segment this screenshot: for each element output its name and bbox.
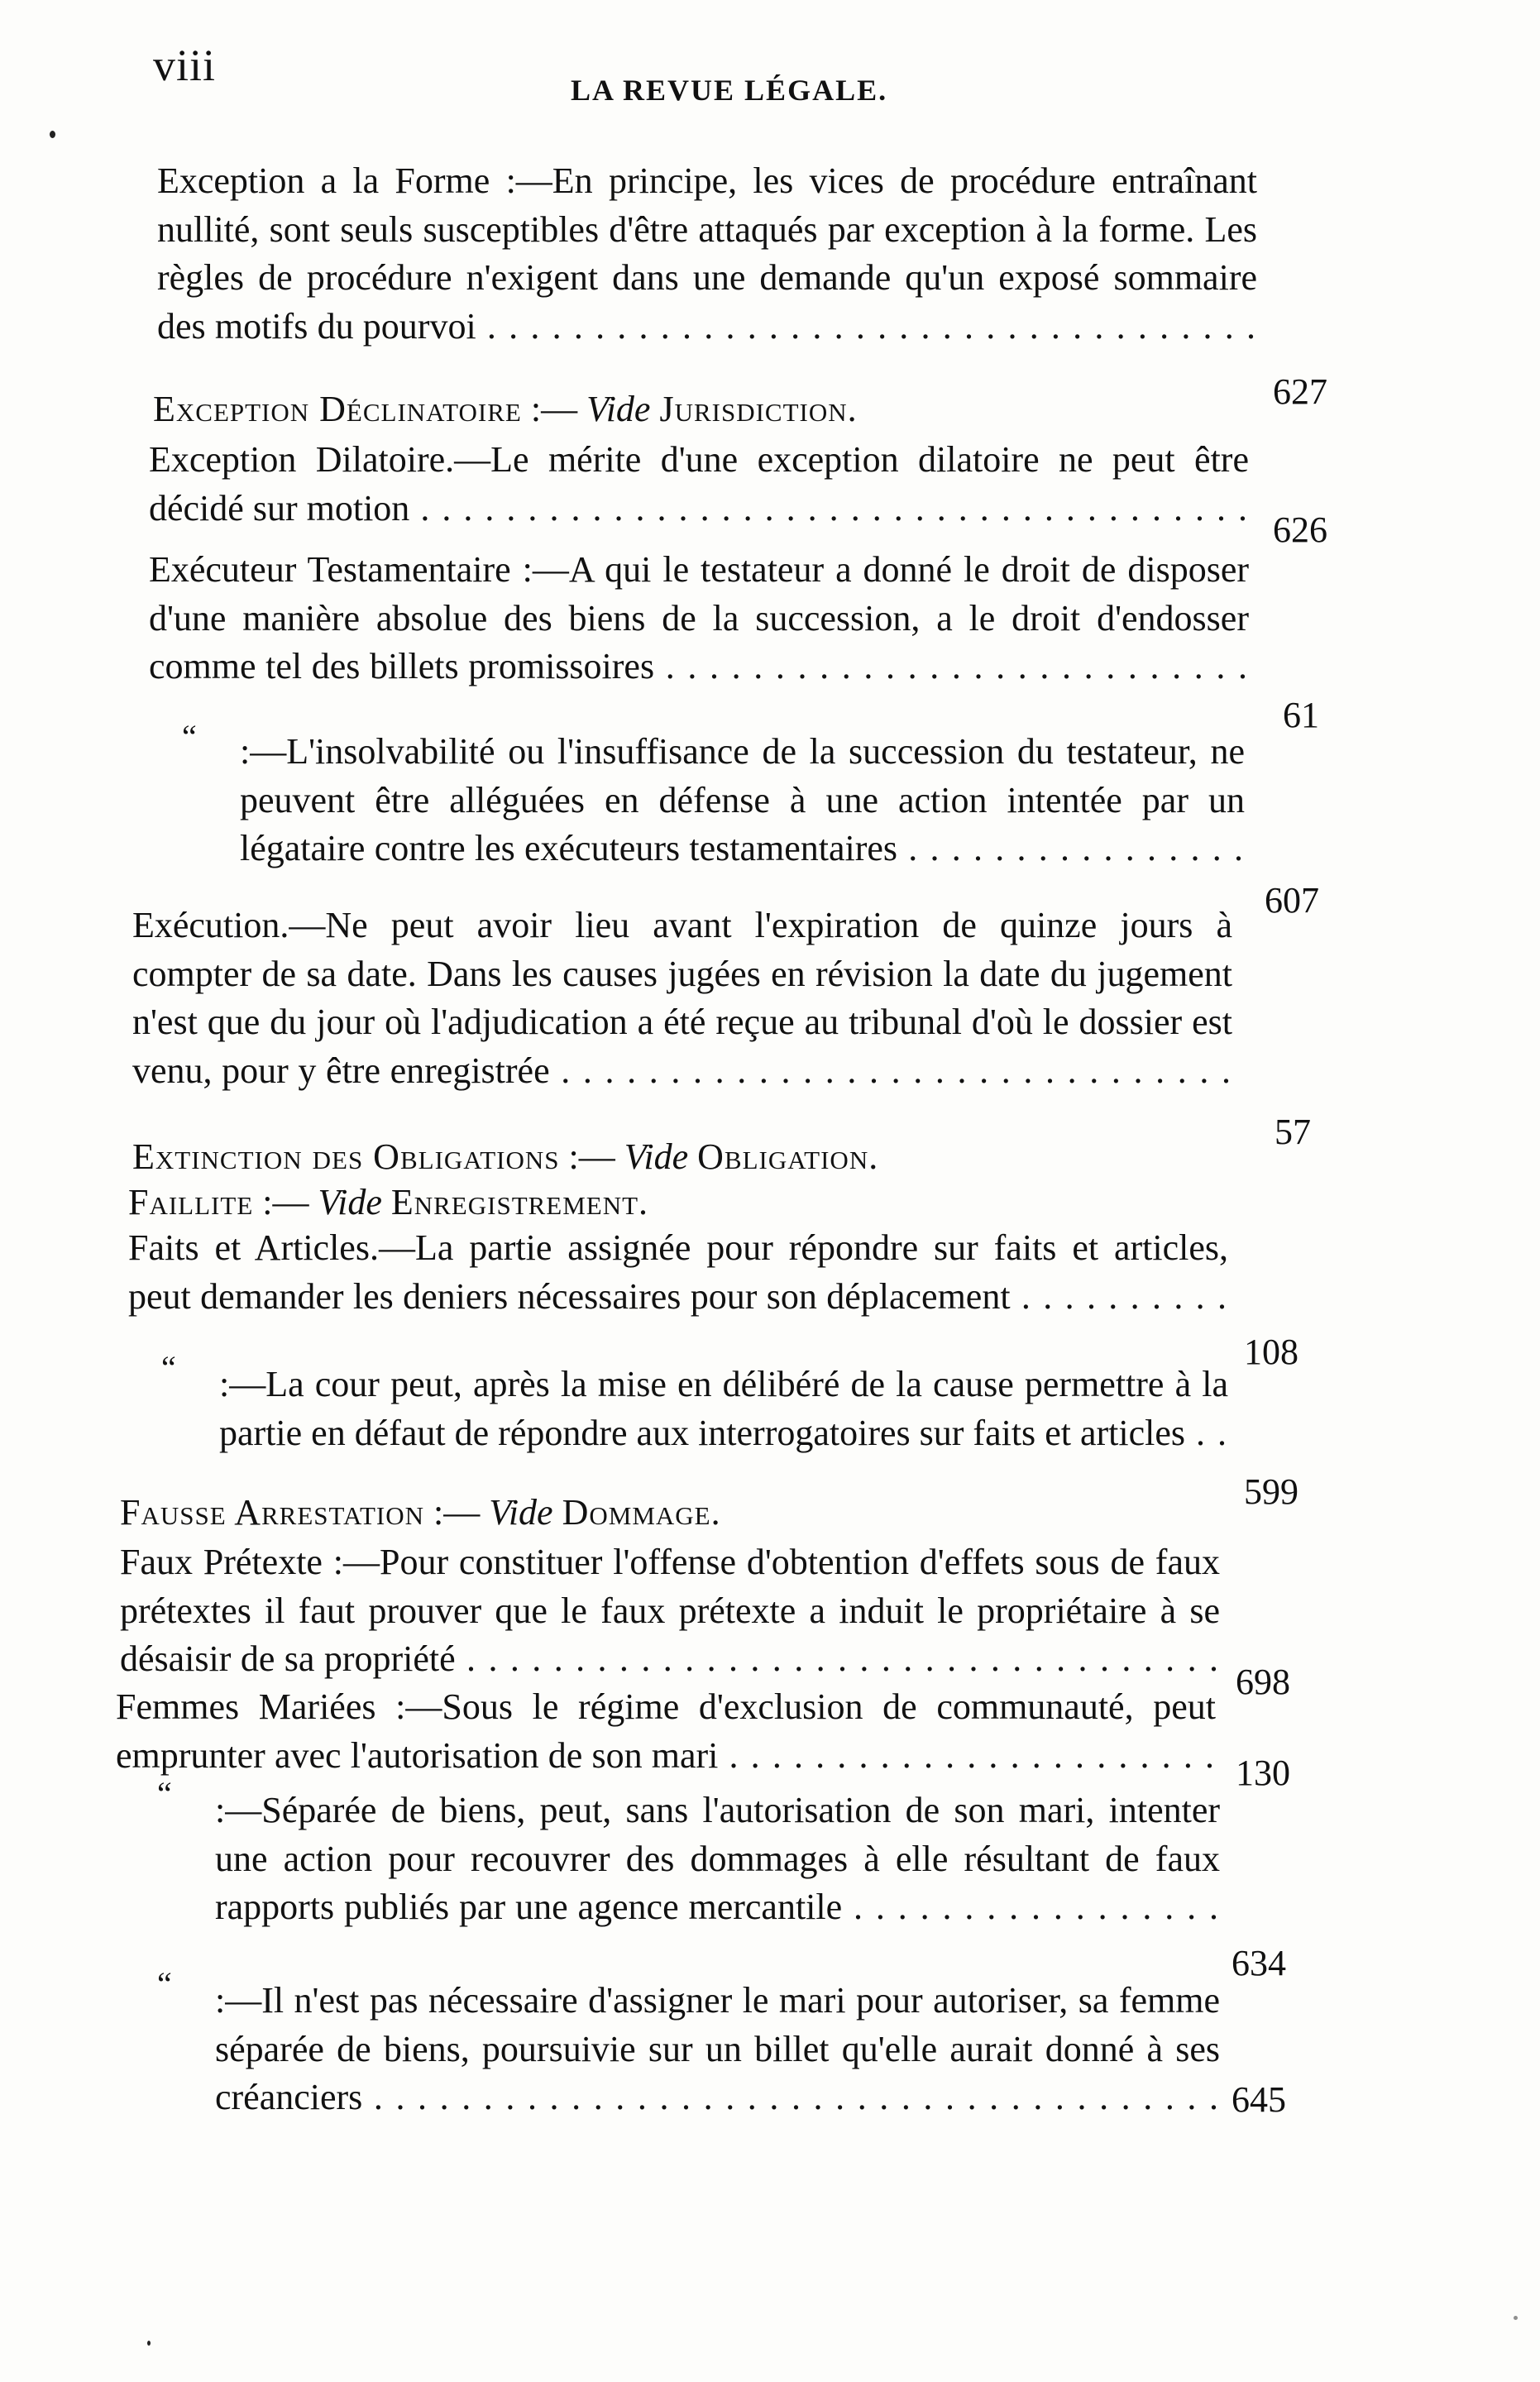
entry-reference: Obligation. [697,1136,879,1177]
entry-page-number: 645 [1232,2079,1286,2120]
index-entry [149,436,1249,533]
entry-text: :—Il n'est pas nécessaire d'assigner le mari pour autoriser, sa femme séparée de biens, poursuivie sur un billet qu'elle aurait donné à ses créanciers [215,1980,1220,2117]
ditto-mark: “ [182,718,197,755]
entry-vide: Vide [624,1136,689,1177]
dot-leader: . . . . . . . . . . . . . . . . . . . . . . . . . . . [665,646,1249,686]
index-entry [128,1179,648,1227]
index-entry [128,1224,1228,1321]
entry-reference: Jurisdiction. [659,389,858,429]
entry-heading: Femmes Mariées [116,1686,376,1727]
entry-reference: Enregistrement. [390,1182,649,1222]
ditto-mark: “ [161,1349,176,1386]
ink-speck [1514,2316,1518,2320]
dot-leader: . . . . . . . . . . . . . . . . . . . . . . . . . . . . . . . . . . . [466,1638,1220,1679]
ink-speck [50,131,55,138]
entry-heading: Exception a la Forme [157,160,490,201]
ditto-mark: “ [157,1775,172,1812]
dot-leader: . . . . . . . . . . . . . . . . . [854,1887,1220,1927]
entry-heading: Extinction des Obligations [132,1136,560,1177]
entry-page-number: 57 [1275,1112,1311,1152]
index-entry [116,1683,1216,1780]
entry-page-number: 627 [1273,371,1327,412]
running-head: LA REVUE LÉGALE. [571,74,888,107]
entry-text: :— [423,1492,490,1533]
dot-leader: . . . . . . . . . . . . . . . . . . . . . . . . . . . . . . . . . . . . . . . [373,2077,1220,2117]
entry-text: :—La cour peut, après la mise en délibéré de la cause permettre à la partie en défaut de répondre aux interrogatoires sur faits et articles [219,1364,1228,1453]
entry-text: :—En principe, les vices de procédure entraînant nullité, sont seuls susceptibles d'être attaqués par exception à la forme. Les règles de procédure n'exigent dans une demande qu'un exposé sommaire des motifs du pourvoi [157,160,1257,347]
dot-leader: . . . . . . . . . . . . . . . . . . . . . . . . . . . . . . . [561,1050,1232,1091]
entry-heading: Exécution [132,905,280,945]
dot-leader: . . . . . . . . . . [1021,1275,1228,1317]
index-entry [215,1786,1220,1932]
entry-text: :—Pour constituer l'offense d'obtention d'effets sous de faux prétextes il faut prouver que le faux prétexte a induit le propriétaire à se désaisir de sa propriété [120,1542,1220,1679]
entry-page-number: 61 [1283,695,1319,735]
entry-page-number: 698 [1236,1662,1290,1702]
entry-heading: Exception Déclinatoire [153,389,522,429]
entry-heading: Faits et Articles [128,1227,370,1268]
entry-text: :— [253,1182,318,1222]
entry-vide: Vide [318,1182,382,1222]
entry-text: :—Sous le régime d'exclusion de communauté, peut emprunter avec l'autorisation de son mari [116,1686,1216,1776]
index-entry [132,902,1232,1095]
entry-text: :—A qui le testateur a donné le droit de disposer d'une manière absolue des biens de la succession, a le droit d'endosser comme tel des billets promissoires [149,549,1249,686]
dot-leader: . . . . . . . . . . . . . . . . . . . . . . . . . . . . . . . . . . . . [486,305,1257,347]
index-entry [219,1361,1228,1457]
entry-vide: Vide [489,1492,553,1533]
entry-page-number: 626 [1273,509,1327,550]
index-entry [215,1977,1220,2122]
entry-vide: Vide [586,389,651,429]
index-entry [157,157,1257,351]
entry-page-number: 599 [1244,1471,1298,1512]
entry-heading: Faux Prétexte [120,1542,323,1582]
entry-text: .—La partie assignée pour répondre sur faits et articles, peut demander les deniers nécessaires pour son déplacement [128,1227,1228,1317]
ditto-mark: “ [157,1965,172,2002]
entry-heading: Faillite [128,1182,254,1222]
entry-page-number: 108 [1244,1332,1298,1372]
entry-heading: Exécuteur Testamentaire [149,549,511,590]
entry-text: :—L'insolvabilité ou l'insuffisance de la succession du testateur, ne peuvent être alléguées en défense à une action intentée par un légataire contre les exécuteurs testamentaires [240,731,1245,868]
entry-reference: Dommage. [562,1492,721,1533]
entry-text: .—Le mérite d'une exception dilatoire ne peut être décidé sur motion [149,439,1249,529]
index-entry [132,1133,878,1181]
entry-text: :—Séparée de biens, peut, sans l'autorisation de son mari, intenter une action pour recouvrer des dommages à elle résultant de faux rapports publiés par une agence mercantile [215,1790,1220,1927]
entry-text: :— [521,389,587,429]
dot-leader: . . . . . . . . . . . . . . . . . . . . . . . . . . . . . . . . . . . . . . . [420,487,1249,529]
index-entry [120,1538,1220,1684]
entry-text: :— [559,1136,624,1177]
entry-heading: Exception Dilatoire [149,439,446,480]
index-entry [240,728,1245,873]
dot-leader: . . . . . . . . . . . . . . . . [908,828,1245,868]
entry-heading: Fausse Arrestation [120,1492,424,1533]
ink-speck [147,2341,151,2346]
page-folio: viii [153,41,217,90]
dot-leader: . . [1196,1412,1228,1453]
index-entry [153,385,858,433]
entry-page-number: 607 [1265,880,1319,921]
dot-leader: . . . . . . . . . . . . . . . . . . . . . . . [729,1734,1216,1776]
entry-text: .—Ne peut avoir lieu avant l'expiration de quinze jours à compter de sa date. Dans les causes jugées en révision la date du jugement n'est que du jour où l'adjudication a été reçue au tribunal d'où le dossier est venu, pour y être enregistrée [132,905,1232,1091]
index-entry [149,546,1249,691]
index-entry [120,1489,721,1537]
entry-page-number: 634 [1232,1943,1286,1983]
entry-page-number: 130 [1236,1753,1290,1793]
